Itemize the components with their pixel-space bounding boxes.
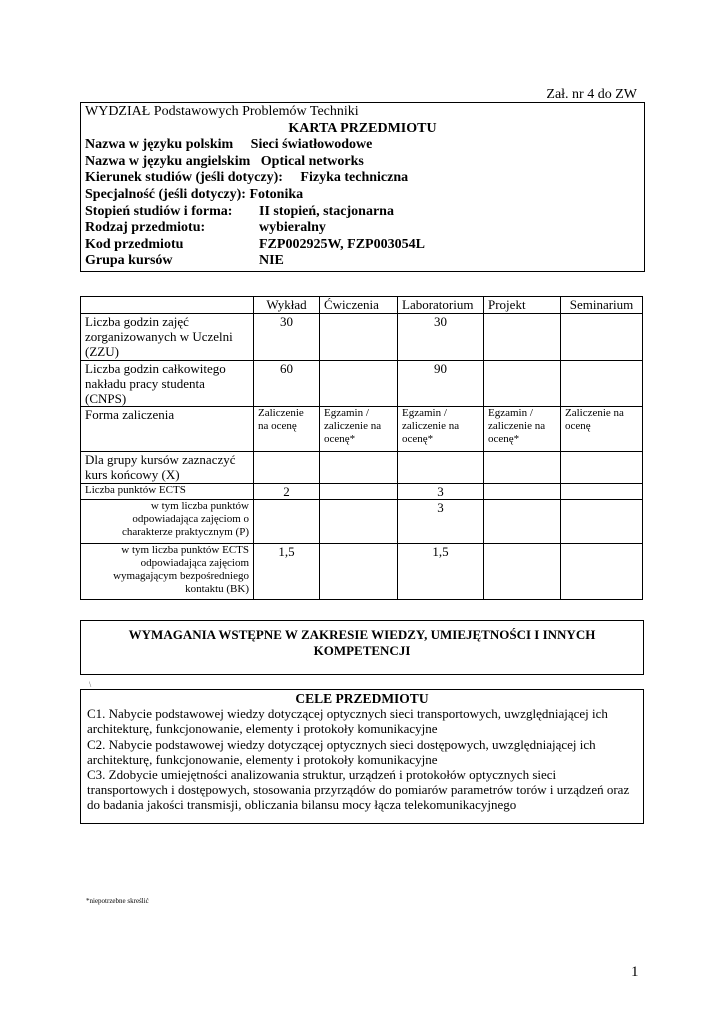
- row-label: Liczba punktów ECTS: [81, 484, 254, 500]
- table-cell: [561, 500, 643, 544]
- prerequisites-box: [80, 620, 644, 675]
- course-group-key: Grupa kursów: [85, 253, 173, 269]
- course-code-row: [85, 237, 640, 254]
- table-cell: [320, 500, 398, 544]
- course-group-value: NIE: [259, 253, 284, 269]
- goals-box: [80, 689, 644, 824]
- goal-item: C2. Nabycie podstawowej wiedzy dotyczącej optycznych sieci dostępowych, uwzględniającej ich architekturę, funkcjonowanie, elementy i protokoły komunikacyjne: [87, 736, 596, 767]
- table-header-cell: Ćwiczenia: [320, 297, 398, 314]
- row-label: Forma zaliczenia: [81, 407, 254, 452]
- page-number: 1: [631, 964, 639, 980]
- table-cell: [484, 544, 561, 600]
- stray-mark: \: [89, 680, 92, 689]
- table-cell: [320, 484, 398, 500]
- table-cell: [254, 500, 320, 544]
- course-code-key: Kod przedmiotu: [85, 236, 184, 252]
- course-type-value: wybieralny: [259, 220, 326, 236]
- table-cell: Zaliczenie na ocenę: [254, 407, 320, 452]
- table-row: [81, 361, 643, 407]
- table-header-cell: Wykład: [254, 297, 320, 314]
- table-cell: [561, 452, 643, 484]
- table-cell: [484, 484, 561, 500]
- table-row: [81, 407, 643, 452]
- goal-item: C1. Nabycie podstawowej wiedzy dotyczącej optycznych sieci transportowych, uwzględniającej ich architekturę, funkcjonowanie, elementy i protokoły komunikacyjne: [87, 706, 608, 737]
- table-cell: 30: [254, 314, 320, 361]
- goal-item: C3. Zdobycie umiejętności analizowania struktur, urządzeń i protokołów optycznych sieci transportowych i dostępowych, stosowania przyrządów do pomiarów parametrów torów i urządzeń oraz do badania jakości transmisji, obliczania bilansu mocy łącza telekomunikacyjnego: [87, 767, 630, 813]
- course-code-value: FZP002925W, FZP003054L: [259, 236, 425, 252]
- table-cell: 30: [398, 314, 484, 361]
- table-cell: [561, 314, 643, 361]
- course-type-key: Rodzaj przedmiotu:: [85, 220, 206, 236]
- table-cell: 1,5: [254, 544, 320, 600]
- table-cell: [484, 314, 561, 361]
- table-cell: [254, 452, 320, 484]
- hours-table: [80, 296, 643, 600]
- table-cell: [561, 361, 643, 407]
- course-group-row: [85, 253, 640, 270]
- goals-title: CELE PRZEDMIOTU: [295, 691, 429, 706]
- row-label: Dla grupy kursów zaznaczyć kurs końcowy (X): [81, 452, 254, 484]
- table-cell: 3: [398, 500, 484, 544]
- course-header-box: [80, 102, 645, 272]
- row-label: w tym liczba punktów odpowiadająca zajęciom o charakterze praktycznym (P): [81, 500, 254, 544]
- table-row: [81, 544, 643, 600]
- table-cell: [320, 452, 398, 484]
- attachment-label: Zał. nr 4 do ZW: [546, 87, 637, 102]
- row-label: w tym liczba punktów ECTS odpowiadająca zajęciom wymagającym bezpośredniego kontaktu (BK): [81, 544, 254, 600]
- footnote: *niepotrzebne skreślić: [86, 897, 149, 905]
- row-label: Liczba godzin całkowitego nakładu pracy studenta (CNPS): [81, 361, 254, 407]
- card-title: KARTA PRZEDMIOTU: [288, 120, 437, 136]
- table-cell: 3: [398, 484, 484, 500]
- table-cell: [320, 361, 398, 407]
- table-header-cell: Laboratorium: [398, 297, 484, 314]
- table-cell: Egzamin / zaliczenie na ocenę*: [398, 407, 484, 452]
- row-label: Liczba godzin zajęć zorganizowanych w Uczelni (ZZU): [81, 314, 254, 361]
- faculty-name: WYDZIAŁ Podstawowych Problemów Techniki: [85, 104, 359, 119]
- table-header-cell: [81, 297, 254, 314]
- table-cell: [561, 484, 643, 500]
- course-name-en: Nazwa w języku angielskim Optical networks: [85, 153, 364, 169]
- table-cell: [484, 361, 561, 407]
- table-cell: [398, 452, 484, 484]
- table-cell: [561, 544, 643, 600]
- table-row: [81, 314, 643, 361]
- table-row: [81, 500, 643, 544]
- study-level-row: [85, 204, 640, 221]
- study-level-value: II stopień, stacjonarna: [259, 203, 394, 219]
- table-header-row: [81, 297, 643, 314]
- table-cell: [484, 500, 561, 544]
- table-cell: Egzamin / zaliczenie na ocenę*: [484, 407, 561, 452]
- table-row: [81, 484, 643, 500]
- course-type-row: [85, 220, 640, 237]
- table-cell: [320, 314, 398, 361]
- course-name-pl: Nazwa w języku polskim Sieci światłowodowe: [85, 137, 373, 153]
- prerequisites-title: WYMAGANIA WSTĘPNE W ZAKRESIE WIEDZY, UMIEJĘTNOŚCI I INNYCH KOMPETENCJI: [128, 627, 596, 658]
- specialty: Specjalność (jeśli dotyczy): Fotonika: [85, 186, 304, 202]
- table-cell: 90: [398, 361, 484, 407]
- table-cell: [484, 452, 561, 484]
- table-cell: Zaliczenie na ocenę: [561, 407, 643, 452]
- table-row: [81, 452, 643, 484]
- field-of-study: Kierunek studiów (jeśli dotyczy): Fizyka techniczna: [85, 170, 409, 186]
- table-cell: [320, 544, 398, 600]
- study-level-key: Stopień studiów i forma:: [85, 203, 233, 219]
- table-header-cell: Seminarium: [561, 297, 643, 314]
- table-cell: 60: [254, 361, 320, 407]
- table-cell: 2: [254, 484, 320, 500]
- table-cell: Egzamin / zaliczenie na ocenę*: [320, 407, 398, 452]
- table-cell: 1,5: [398, 544, 484, 600]
- table-header-cell: Projekt: [484, 297, 561, 314]
